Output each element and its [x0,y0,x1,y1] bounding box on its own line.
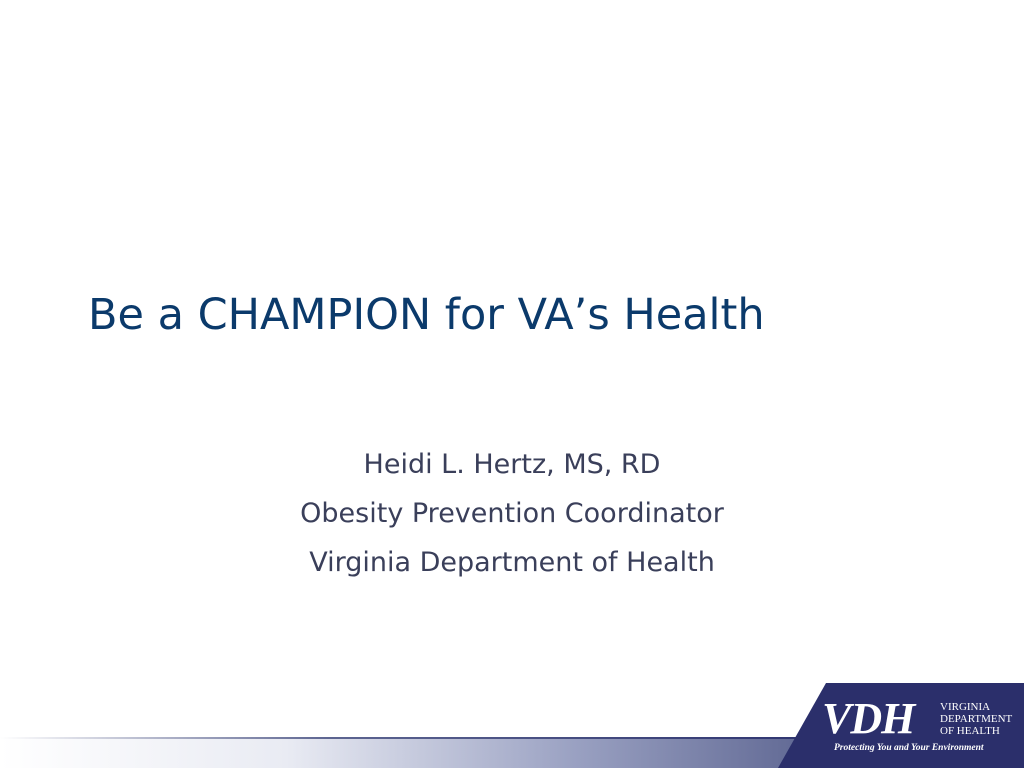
logo-line-of-health: OF HEALTH [940,725,1000,737]
slide-subtitle [160,440,864,587]
footer-divider-line [0,737,820,739]
slide-title: Be a CHAMPION for VA’s Health [88,290,765,340]
footer-gradient-bar [0,737,820,768]
logo-line-department: DEPARTMENT [940,713,1013,725]
presenter-name: Heidi L. Hertz, MS, RD [363,449,661,480]
vdh-logo [778,683,1024,768]
presenter-organization: Virginia Department of Health [309,547,715,578]
logo-tagline: Protecting You and Your Environment [834,743,984,753]
presenter-role: Obesity Prevention Coordinator [300,498,724,529]
logo-initials: VDH [822,694,915,743]
logo-line-virginia: VIRGINIA [940,701,991,713]
